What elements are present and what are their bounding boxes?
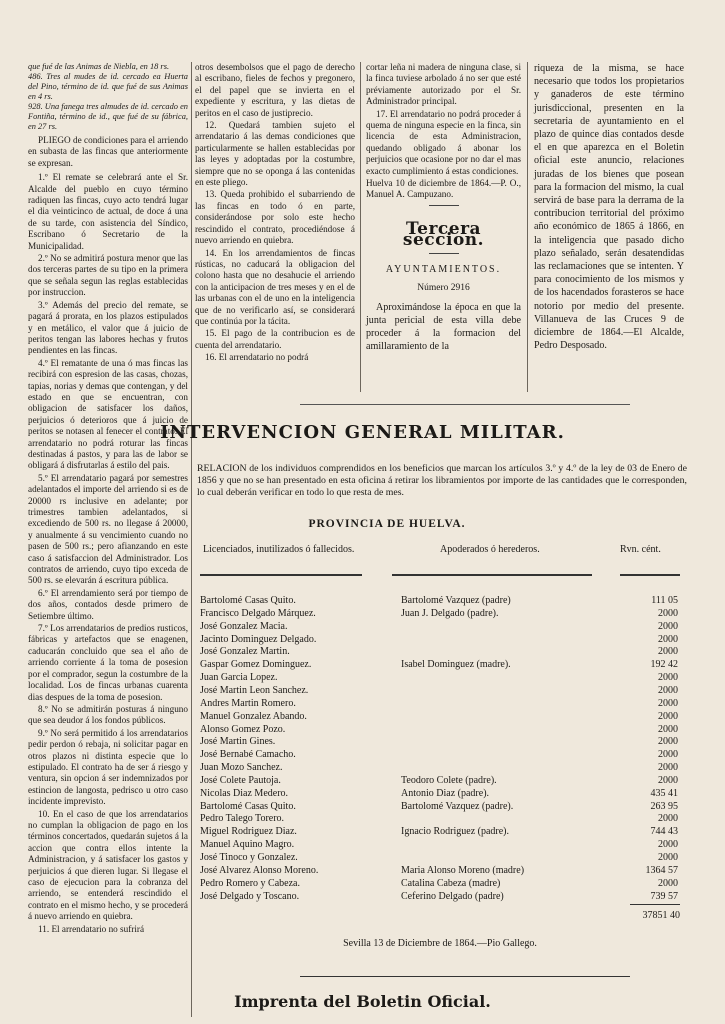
cell-name: Alonso Gomez Pozo.	[200, 723, 286, 735]
cell-amount: 435 41	[650, 787, 678, 799]
table-row	[200, 851, 680, 864]
cell-amount: 2000	[658, 839, 678, 851]
table-row	[200, 838, 680, 851]
cell-name: José Gonzalez Martin.	[200, 646, 290, 658]
condition-paragraph: 5.º El arrendatario pagará por semestres adelantados el importe del arriendo si es de 20000 rs inclusive en adelante; por trimestres tambien adelantados, si excediendo de 500 rs. no llegase á 20000, y anualmente á su vencimiento cuando no pasen de 500 rs.; pero afianzando en este caso á satisfaccion del Administrador. Los contratos de arriendo, cuyo tipo exceda de 500 rs. se elevarán á escritura pública.	[28, 472, 188, 586]
notice-number: Número 2916	[417, 283, 470, 294]
cell-heir: Maria Alonso Moreno (madre)	[401, 864, 525, 876]
cell-amount: 2000	[658, 813, 678, 825]
cell-name: Pedro Romero y Cabeza.	[200, 877, 300, 889]
table-row	[200, 723, 680, 736]
table-row	[200, 658, 680, 671]
table-row	[200, 812, 680, 825]
table-row	[200, 710, 680, 723]
table-row	[200, 825, 680, 838]
table-header-rule	[392, 574, 592, 576]
section-title: Tercera seccion.	[402, 218, 485, 251]
cell-amount: 2000	[658, 877, 678, 889]
cell-name: Nicolas Diaz Medero.	[200, 787, 289, 799]
cell-name: Manuel Gonzalez Abando.	[200, 710, 307, 722]
cell-amount: 2000	[658, 736, 678, 748]
cell-name: Miguel Rodriguez Diaz.	[200, 826, 297, 838]
cell-name: Gaspar Gomez Dominguez.	[200, 659, 312, 671]
cell-amount: 2000	[658, 710, 678, 722]
date-signature: Huelva 10 de diciembre de 1864.—P. O., Manuel A. Campuzano.	[366, 178, 521, 200]
table-row	[200, 774, 680, 787]
cell-amount: 2000	[658, 852, 678, 863]
top-item: 928. Una fanega tres almudes de id. cercado en Fontiña, término de id., que fué de su fábrica, en 27 rs.	[28, 102, 188, 131]
table-row	[200, 864, 680, 877]
imprenta-rule	[300, 976, 630, 977]
cell-amount: 1364 57	[645, 864, 678, 876]
cell-heir: Ignacio Rodriguez (padre).	[401, 826, 510, 838]
cell-name: Pedro Talego Torero.	[200, 813, 285, 825]
table-row	[200, 620, 680, 633]
cell-heir: Bartolomé Vazquez (padre).	[401, 800, 514, 812]
footer-signature: Sevilla 13 de Diciembre de 1864.—Pio Gallego.	[343, 938, 537, 949]
cell-amount: 2000	[658, 620, 678, 632]
section-rule	[300, 404, 630, 405]
condition-paragraph: 16. El arrendatario no podrá	[205, 352, 309, 363]
condition-paragraph: cortar leña ni madera de ninguna clase, si la finca tuviese arbolado á no ser que esté préviamente autorizado por el Sr. Administrador principal.	[366, 62, 521, 107]
cell-amount: 2000	[658, 633, 678, 645]
cell-heir: Teodoro Colete (padre).	[401, 774, 497, 786]
table-header-amount: Rvn. cént.	[620, 544, 661, 555]
total-rule	[630, 904, 680, 905]
condition-paragraph: 11. El arrendatario no sufrirá	[38, 923, 145, 934]
cell-name: Jacinto Dominguez Delgado.	[200, 633, 317, 645]
column-1	[28, 62, 188, 936]
condition-paragraph: 1.º El remate se celebrará ante el Sr. Alcalde del pueblo en cuyo término radiquen las fincas, cuyo acto tendrá lugar el dia veinticinco de actual, de doce á una de su tarde, con asistencia del Síndico, Escribano ó Secretario de la Municipalidad.	[28, 172, 188, 251]
condition-paragraph: 8.º No se admitirán posturas á ninguno que sea deudor á los fondos públicos.	[28, 703, 188, 726]
cell-name: José Gonzalez Macia.	[200, 620, 288, 632]
cell-name: José Tinoco y Gonzalez.	[200, 852, 298, 863]
cell-amount: 263 95	[650, 800, 678, 812]
cell-amount: 111 05	[651, 595, 678, 606]
table-row	[200, 877, 680, 890]
cell-name: Manuel Aquino Magro.	[200, 839, 295, 851]
imprenta-heading: Imprenta del Boletin Oficial.	[234, 992, 491, 1011]
condition-paragraph: 6.º El arrendamiento será por tiempo de dos años, contados desde primero de Setiembre último.	[28, 587, 188, 621]
relacion-intro: RELACION de los individuos comprendidos en los beneficios que marcan los artículos 3.º y 4.º de la ley de 03 de Enero de 1856 y que no se han presentado en esta oficina á retirar los libramientos por importe de las cantidades que le corresponden, lo cual deberán verificar en todo lo que resta de mes.	[197, 463, 687, 498]
cell-name: Juan Mozo Sanchez.	[200, 762, 283, 774]
cell-name: José Delgado y Toscano.	[200, 890, 300, 902]
cell-amount: 2000	[658, 723, 678, 735]
cell-heir: Antonio Diaz (padre).	[401, 787, 490, 799]
column-4	[534, 62, 684, 353]
top-item: que fué de las Animas de Niebla, en 18 rs.	[28, 62, 170, 71]
table-row	[200, 735, 680, 748]
table-total: 37851 40	[642, 910, 680, 921]
table-header-names: Licenciados, inutilizados ó fallecidos.	[203, 544, 355, 555]
table-header-rule	[200, 574, 362, 576]
condition-paragraph: 17. El arrendatario no podrá proceder á quema de ninguna especie en la finca, sin licencia de esta Administracion, quedando obligado á abonar los perjuicios que ocasione por no dar el mas exacto cumplimiento á estas condiciones.	[366, 108, 521, 176]
table-row	[200, 761, 680, 774]
cell-heir: Bartolomé Vazquez (padre)	[401, 595, 511, 606]
cell-amount: 2000	[658, 774, 678, 786]
condition-paragraph: 12. Quedará tambien sujeto el arrendatario á las demas condiciones que particularmente se hallen establecidas por las leyes y adoptadas por la costumbre, siempre que no se oponga á las contenidas en este pliego.	[195, 120, 355, 188]
table-row	[200, 633, 680, 646]
cell-name: Juan Garcia Lopez.	[200, 672, 278, 684]
cell-heir: Isabel Dominguez (madre).	[401, 659, 511, 671]
table-row	[200, 684, 680, 697]
cell-name: José Martin Gines.	[200, 736, 276, 748]
column-divider	[360, 62, 361, 392]
condition-paragraph: 2.º No se admitirá postura menor que las dos terceras partes de su tipo en la primera que se señala segun las reglas establecidas por instruccion.	[28, 253, 188, 298]
table-row	[200, 890, 680, 903]
table-row	[200, 607, 680, 620]
condition-paragraph: otros desembolsos que el pago de derecho al escribano, fieles de fechos y pregonero, el del papel que se invierta en el expediente y escritura, y las dietas de peritos en el caso de justiprecio.	[195, 62, 355, 118]
table-row	[200, 748, 680, 761]
condition-paragraph: 4.º El rematante de una ó mas fincas las recibirá con espresion de las casas, chozas, tapias, norias y demas que contengan, y del estado en que se encuentran, con obligacion de satisfacer los daños, perjuicios ó deterioros que á juicio de peritos se notasen al fenecer el contrato. El arrendatario no podrá roturar las fincas destinadas á pastos, y para las de labor se obligará á disfrutarlas á estilo del pais.	[28, 357, 188, 471]
subhead: AYUNTAMIENTOS.	[385, 263, 502, 275]
cell-heir: Juan J. Delgado (padre).	[401, 607, 499, 619]
divider	[429, 253, 459, 254]
column-3	[366, 62, 521, 354]
cell-name: Andres Martin Romero.	[200, 697, 296, 709]
table-header-heirs: Apoderados ó herederos.	[440, 544, 540, 555]
condition-paragraph: 14. En los arrendamientos de fincas rústicas, no caducará la obligacion del colono hasta que no desahucie el arriendo con la anticipacion de tres meses y en el de las urbanas con el de uno en la inteligencia que de no verificarlo así, se considerará que continúa por la tácita.	[195, 247, 355, 326]
column-divider	[527, 62, 528, 392]
condition-paragraph: 13. Queda prohibido el subarriendo de las fincas en todo ó en parte, considerándose por solo este hecho rescindido el contrato, procediéndose á nuevo arriendo en quiebra.	[195, 189, 355, 246]
notice-body: Aproximándose la época en que la junta pericial de esta villa debe proceder á la formacion del amillaramiento de la	[366, 301, 521, 353]
table-row	[200, 697, 680, 710]
condition-paragraph: 15. El pago de la contribucion es de cuenta del arrendatario.	[195, 328, 355, 350]
table-row	[200, 787, 680, 800]
main-title: INTERVENCION GENERAL MILITAR.	[160, 422, 565, 443]
table-row	[200, 800, 680, 813]
condition-paragraph: 10. En el caso de que los arrendatarios no cumplan la obligacion de pago en los términos concertados, quedarán sujetos á la accion que contra ellos intente la Administracion, y á satisfacer los gastos y perjuicios á que dieren lugar. Si llegase el caso de ejecucion para la cobranza del arriendo, se entenderá rescindido el contrato en el mismo hecho, y se procederá á nuevo arriendo en quiebra.	[28, 808, 188, 922]
cell-name: Bartolomé Casas Quito.	[200, 800, 296, 812]
cell-name: Francisco Delgado Márquez.	[200, 607, 316, 619]
table-header-rule	[620, 574, 680, 576]
condition-paragraph: 9.º No será permitido á los arrendatarios pedir perdon ó rebaja, ni solicitar pagar en otros plazos ni distinta especie que lo estipulado. El contrato ha de ser á riesgo y ventura, sin opcion á ser indemnizados por estincion de langosta, pedrisco u otro caso incidente imprevisto.	[28, 727, 188, 807]
cell-amount: 2000	[658, 646, 678, 658]
top-item: 486. Tres al mudes de id. cercado ea Huerta del Pino, término de id. que fué de sus Animas en 4 rs.	[28, 72, 188, 101]
cell-amount: 2000	[658, 684, 678, 696]
cell-name: José Alvarez Alonso Moreno.	[200, 864, 319, 876]
cell-heir: Ceferino Delgado (padre)	[401, 890, 504, 902]
table-row	[200, 671, 680, 684]
divider	[429, 205, 459, 206]
cell-amount: 2000	[658, 672, 678, 684]
cell-amount: 192 42	[650, 659, 678, 671]
cell-amount: 2000	[658, 607, 678, 619]
cell-name: José Bernabé Camacho.	[200, 749, 296, 761]
condition-paragraph: 7.º Los arrendatarios de predios rusticos, fábricas y artefactos que se enagenen, caducarán concluido que sea el año de arriendo corriente á la toma de posesion por el comprador, segun la costumbre de la localidad. Los de fincas urbanas cuarenta dias despues de la toma de posesion.	[28, 623, 188, 702]
provincia-heading: PROVINCIA DE HUELVA.	[308, 518, 466, 530]
table-row	[200, 594, 680, 607]
column-2	[195, 62, 355, 365]
cell-amount: 2000	[658, 749, 678, 761]
pliego-title: PLIEGO de condiciones para el arriendo en subasta de las fincas que anteriormente se expresan.	[28, 135, 188, 168]
cell-amount: 739 57	[650, 890, 678, 902]
table-row	[200, 645, 680, 658]
column-divider	[191, 62, 192, 1017]
cell-name: José Martin Leon Sanchez.	[200, 684, 309, 696]
condition-paragraph: 3.º Además del precio del remate, se pagará á prorata, en los plazos estipulados y en metálico, el valor que á juicio de peritos tengan las labores hechas y frutos pendientes en las fincas.	[28, 299, 188, 356]
cell-amount: 2000	[658, 762, 678, 774]
cell-name: José Colete Pautoja.	[200, 774, 281, 786]
cell-amount: 2000	[658, 697, 678, 709]
notice-body: riqueza de la misma, se hace necesario que todos los propietarios y ganaderos de este término jurisdiccional, presenten en la secretaria de ayuntamiento en el plazo de quince dias contados desde el en que aparezca en el Boletin oficial este anuncio, relaciones juradas de los bienes que posean para la formacion del mismo, la cual servirá de base para la derrama de la contribucion territorial del próximo año económico de 1865 á 1866, en la inteligencia que pasado dicho plazo señalado, serán desatendidas las reclamaciones que se intenten. Y para conocimiento de los mismos y de los hacendados forasteros se hace notorio por medio del presente. Villanueva de las Cruces 9 de diciembre de 1864.—El Alcalde, Pedro Desposado.	[534, 63, 684, 352]
cell-amount: 744 43	[650, 826, 678, 838]
cell-name: Bartolomé Casas Quito.	[200, 595, 296, 606]
cell-heir: Catalina Cabeza (madre)	[401, 877, 501, 889]
